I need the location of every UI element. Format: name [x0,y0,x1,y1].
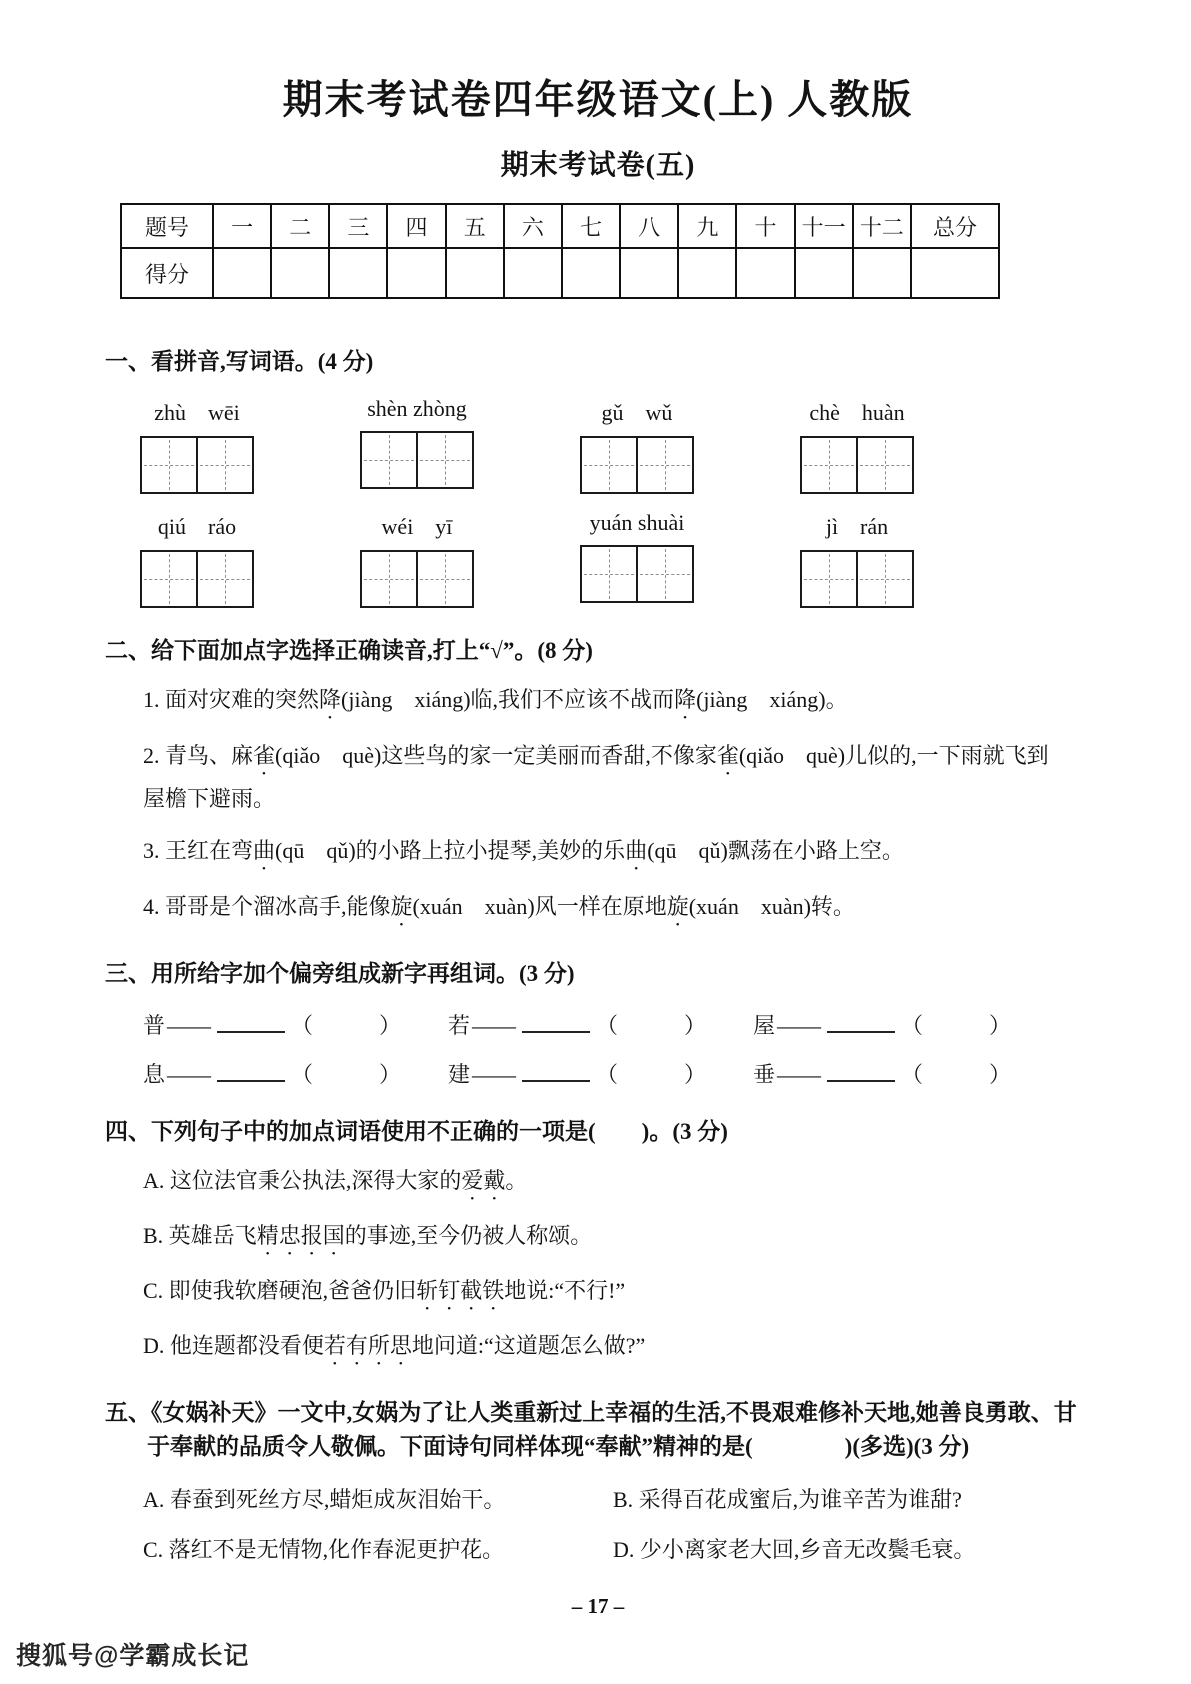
pinyin-label: jì rán [825,513,889,539]
col-header: 十 [736,204,794,248]
pinyin-word-group [580,396,694,494]
score-cell [387,248,445,298]
score-cell [853,248,911,298]
blank-line [522,1009,590,1033]
score-label: 得分 [121,248,213,298]
score-cell-total [911,248,999,298]
paren-blank: （ ） [596,1013,707,1038]
poem-option-c: C. 落红不是无情物,化作春泥更护花。 [143,1537,505,1562]
score-cell [562,248,620,298]
section5-title: 五、《女娲补天》一文中,女娲为了让人类重新过上幸福的生活,不畏艰难修补天地,她善良勇敢、甘于奉献的品质令人敬佩。下面诗句同样体现“奉献”精神的是( )(多选)(3 分) [105,1399,1077,1459]
score-cell [620,248,678,298]
col-header: 九 [678,204,736,248]
dash: —— [472,1062,517,1087]
col-header-total: 总分 [911,204,999,248]
exam-subtitle: 期末考试卷(五) [500,150,696,181]
writing-grid [140,436,254,494]
base-char: 息 [143,1062,166,1087]
writing-grid [800,436,914,494]
pinyin-row-2 [140,510,1091,608]
col-header: 三 [329,204,387,248]
pinyin-word-group [800,396,914,494]
dash: —— [167,1013,212,1038]
question-item-2: 2. 青鸟、麻雀(qiǎo què)这些鸟的家一定美丽而香甜,不像家雀(qiǎo què)儿似的,一下雨就飞到屋檐下避雨。 [143,743,1049,811]
blank-line [217,1009,285,1033]
radical-row-1 [143,1009,1091,1040]
col-header: 七 [562,204,620,248]
page-title: 期末考试卷四年级语文(上) 人教版 [282,77,914,122]
writing-grid [360,431,474,489]
col-header: 十二 [853,204,911,248]
poem-option-a: A. 春蚕到死丝方尽,蜡炬成灰泪始干。 [143,1486,506,1512]
col-header: 八 [620,204,678,248]
score-cell [329,248,387,298]
paren-blank: （ ） [291,1013,402,1038]
col-header: 二 [271,204,329,248]
score-cell [446,248,504,298]
pinyin-word-group [580,510,694,608]
writing-grid [140,550,254,608]
score-cell [504,248,562,298]
pinyin-label: zhù wēi [154,399,240,425]
paren-blank: （ ） [596,1062,707,1087]
score-cell [271,248,329,298]
question-number-label: 题号 [121,204,213,248]
blank-line [522,1058,590,1082]
option-d: D. 他连题都没看便若有所思地问道:“这道题怎么做?” [143,1332,646,1358]
radical-item [143,1009,448,1040]
base-char: 普 [143,1013,166,1038]
score-cell [736,248,794,298]
pinyin-label: qiú ráo [157,513,237,539]
section2-title: 二、给下面加点字选择正确读音,打上“√”。(8 分) [105,637,593,663]
score-cell [795,248,853,298]
writing-grid [580,545,694,603]
section4-title: 四、下列句子中的加点词语使用不正确的一项是( )。(3 分) [105,1119,728,1144]
radical-item [753,1009,1058,1040]
writing-grid [800,550,914,608]
radical-item [448,1009,753,1040]
score-cell [678,248,736,298]
base-char: 若 [448,1013,471,1038]
paren-blank: （ ） [901,1062,1012,1087]
radical-item [753,1058,1058,1089]
section1-title: 一、看拼音,写词语。(4 分) [105,349,374,374]
writing-grid [580,436,694,494]
poem-option-b: B. 采得百花成蜜后,为谁辛苦为谁甜? [613,1486,962,1512]
dash: —— [777,1062,822,1087]
col-header: 四 [387,204,445,248]
pinyin-label: gǔ wǔ [601,399,673,425]
score-table [120,203,1000,299]
question-item-1: 1. 面对灾难的突然降(jiàng xiáng)临,我们不应该不战而降(jiàng xiáng)。 [143,687,848,712]
watermark-text: 搜狐号@学霸成长记 [16,1642,250,1670]
pinyin-label: yuán shuài [589,509,685,535]
option-c: C. 即使我软磨硬泡,爸爸仍旧斩钉截铁地说:“不行!” [143,1277,626,1303]
paren-blank: （ ） [291,1062,402,1087]
pinyin-word-group [140,396,254,494]
base-char: 屋 [753,1013,776,1038]
pinyin-row-1 [140,396,1091,494]
poem-option-d: D. 少小离家老大回,乡音无改鬓毛衰。 [613,1537,976,1562]
blank-line [827,1058,895,1082]
radical-item [448,1058,753,1089]
option-a: A. 这位法官秉公执法,深得大家的爱戴。 [143,1167,528,1193]
writing-grid [360,550,474,608]
question-item-3: 3. 王红在弯曲(qū qǔ)的小路上拉小提琴,美妙的乐曲(qū qǔ)飘荡在小路上空。 [143,837,904,863]
col-header: 一 [213,204,271,248]
blank-line [827,1009,895,1033]
section3-title: 三、用所给字加个偏旁组成新字再组词。(3 分) [105,960,575,986]
paren-blank: （ ） [901,1013,1012,1038]
pinyin-word-group [360,510,474,608]
base-char: 建 [448,1062,471,1087]
col-header: 十一 [795,204,853,248]
pinyin-word-group [140,510,254,608]
col-header: 五 [446,204,504,248]
radical-item [143,1058,448,1089]
score-table-score-row [121,248,999,298]
base-char: 垂 [753,1062,776,1087]
poem-options [143,1481,1091,1570]
radical-row-2 [143,1058,1091,1089]
blank-line [217,1058,285,1082]
page-number: – 17 – [571,1593,625,1618]
col-header: 六 [504,204,562,248]
question-item-4: 4. 哥哥是个溜冰高手,能像旋(xuán xuàn)风一样在原地旋(xuán xuàn)转。 [143,893,855,919]
option-b: B. 英雄岳飞精忠报国的事迹,至今仍被人称颂。 [143,1222,593,1248]
score-table-header-row [121,204,999,248]
pinyin-label: shèn zhòng [367,395,467,421]
dash: —— [167,1062,212,1087]
score-cell [213,248,271,298]
pinyin-word-group [360,396,474,494]
pinyin-label: chè huàn [809,399,905,425]
pinyin-word-group [800,510,914,608]
dash: —— [777,1013,822,1038]
pinyin-label: wéi yī [381,513,453,539]
dash: —— [472,1013,517,1038]
